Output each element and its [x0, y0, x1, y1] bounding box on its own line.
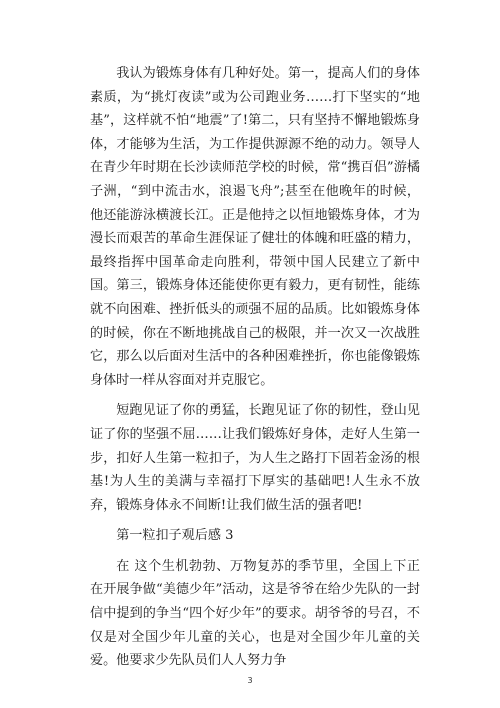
paragraph-benefits: 我认为锻炼身体有几种好处。第一，提高人们的身体素质，为“挑灯夜读”或为公司跑业务……打下坚实的“地基”，这样就不怕“地震”了!第二，只有坚持不懈地锻炼身体，才能够为生活，为工作提供源源不绝的动力。领导人在青少年时期在长沙读师范学校的时候，常“携百侣”游橘子洲，“到中流击水，浪遏飞舟”;甚至在他晚年的时候，他还能游泳横渡长江。正是他持之以恒地锻炼身体，才为漫长而艰苦的革命生涯保证了健壮的体魄和旺盛的精力，最终指挥中国革命走向胜利，带领中国人民建立了新中国。第三，锻炼身体还能使你更有毅力，更有韧性，能练就不向困难、挫折低头的顽强不屈的品质。比如锻炼身体的时候，你在不断地挑战自己的极限，并一次又一次战胜它，那么以后面对生活中的各种困难挫折，你也能像锻炼身体时一样从容面对并克服它。 — [90, 66, 420, 388]
page-number: 3 — [247, 676, 253, 685]
section-heading: 第一粒扣子观后感 3 — [116, 528, 234, 544]
paragraph-section-intro: 在 这个生机勃勃、万物复苏的季节里，全国上下正在开展争做“美德少年”活动，这是爷爷在给少先队的一封信中提到的争当“四个好少年”的要求。胡爷爷的号召，不仅是对全国少年儿童的关心，也是对全国少年儿童的关爱。他要求少先队员们人人努力争 — [90, 558, 420, 669]
paragraph-conclusion: 短跑见证了你的勇猛，长跑见证了你的韧性，登山见证了你的坚强不屈……让我们锻炼好身体，走好人生第一步，扣好人生第一粒扣子，为人生之路打下固若金汤的根基!为人生的美满与幸福打下厚实的基础吧!人生永不放弃，锻炼身体永不间断!让我们做生活的强者吧! — [90, 403, 420, 513]
body-text — [90, 62, 420, 680]
